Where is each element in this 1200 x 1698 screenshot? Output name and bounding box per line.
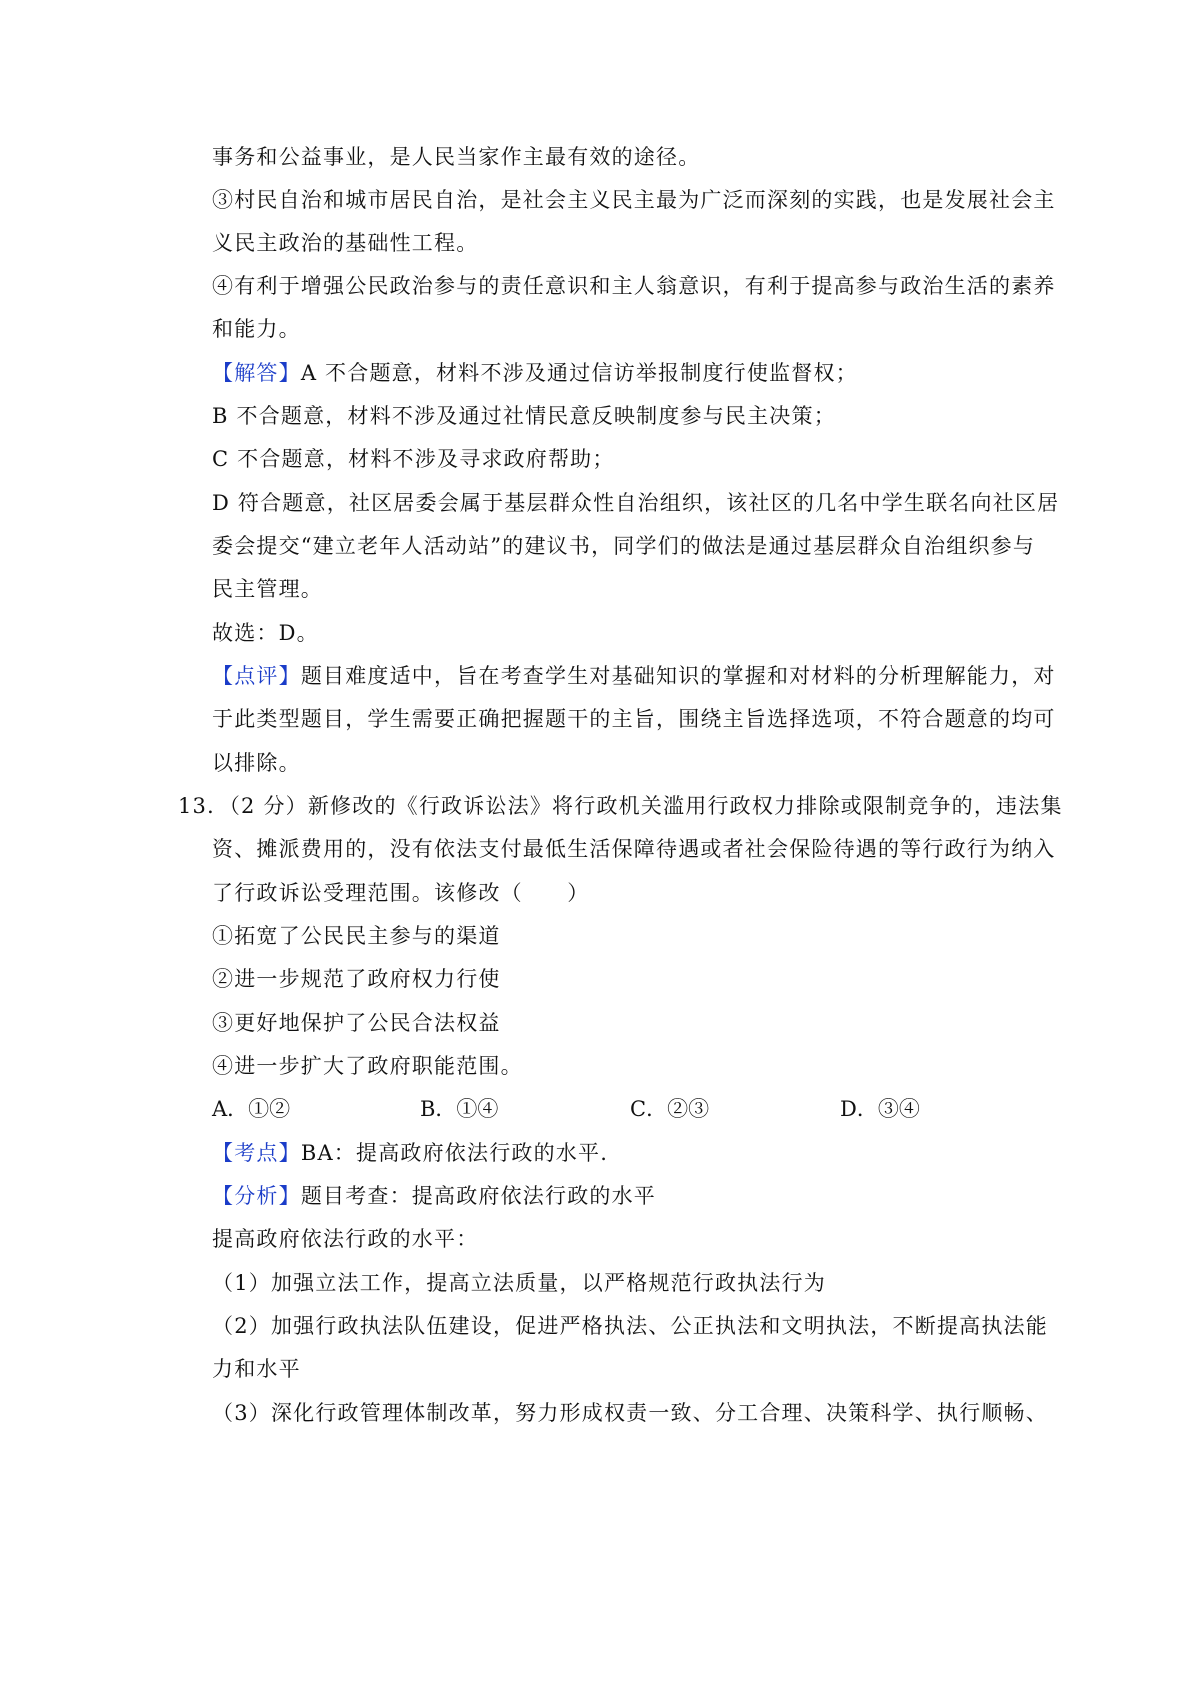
text-line: ③村民自治和城市居民自治，是社会主义民主最为广泛而深刻的实践，也是发展社会主 <box>212 188 1056 212</box>
answer-line <box>212 358 1042 388</box>
text-line: 了行政诉讼受理范围。该修改（ ） <box>212 881 590 905</box>
text-line: 资、摊派费用的，没有依法支付最低生活保障待遇或者社会保险待遇的等行政行为纳入 <box>212 837 1056 861</box>
text-line: ④有利于增强公民政治参与的责任意识和主人翁意识，有利于提高参与政治生活的素养 <box>212 274 1056 298</box>
text-line: 故选：D。 <box>212 621 319 645</box>
statement-item: ②进一步规范了政府权力行使 <box>212 967 501 991</box>
option-c: C．②③ <box>630 1097 710 1121</box>
statement-item: ③更好地保护了公民合法权益 <box>212 1011 501 1035</box>
text-line: 委会提交“建立老年人活动站”的建议书，同学们的做法是通过基层群众自治组织参与 <box>212 534 1036 558</box>
option-b: B．①④ <box>420 1097 499 1121</box>
answer-text: A 不合题意，材料不涉及通过信访举报制度行使监督权； <box>300 361 858 385</box>
text-line: 于此类型题目，学生需要正确把握题干的主旨，围绕主旨选择选项，不符合题意的均可 <box>212 707 1056 731</box>
text-line: D 符合题意，社区居委会属于基层群众性自治组织，该社区的几名中学生联名向社区居 <box>212 491 1060 515</box>
text-line: 事务和公益事业，是人民当家作主最有效的途径。 <box>212 145 701 169</box>
text-line: 力和水平 <box>212 1357 301 1381</box>
text-line: C 不合题意，材料不涉及寻求政府帮助； <box>212 447 615 471</box>
fenxi-text: 题目考查：提高政府依法行政的水平 <box>300 1184 657 1208</box>
question-13-stem: 13．（2 分）新修改的《行政诉讼法》将行政机关滥用行政权力排除或限制竞争的，违法集 <box>178 794 1063 818</box>
comment-line <box>212 661 1056 691</box>
text-line: （3）深化行政管理体制改革，努力形成权责一致、分工合理、决策科学、执行顺畅、 <box>212 1401 1048 1425</box>
text-line: 义民主政治的基础性工程。 <box>212 231 479 255</box>
fenxi-tag: 【分析】 <box>212 1184 301 1208</box>
statement-item: ①拓宽了公民民主参与的渠道 <box>212 924 501 948</box>
kaodian-tag: 【考点】 <box>212 1141 301 1165</box>
text-line: 以排除。 <box>212 751 301 775</box>
comment-tag: 【点评】 <box>212 664 301 688</box>
statement-item: ④进一步扩大了政府职能范围。 <box>212 1054 523 1078</box>
kaodian-text: BA：提高政府依法行政的水平. <box>300 1141 609 1165</box>
text-line: B 不合题意，材料不涉及通过社情民意反映制度参与民主决策； <box>212 404 836 428</box>
comment-text: 题目难度适中，旨在考查学生对基础知识的掌握和对材料的分析理解能力，对 <box>300 664 1056 688</box>
option-d: D．③④ <box>840 1097 920 1121</box>
fenxi-line <box>212 1181 1042 1211</box>
text-line: 提高政府依法行政的水平： <box>212 1227 479 1251</box>
kaodian-line <box>212 1138 1042 1168</box>
text-line: 和能力。 <box>212 317 301 341</box>
option-a: A．①② <box>212 1097 291 1121</box>
text-line: （2）加强行政执法队伍建设，促进严格执法、公正执法和文明执法，不断提高执法能 <box>212 1314 1048 1338</box>
text-line: （1）加强立法工作，提高立法质量，以严格规范行政执法行为 <box>212 1271 826 1295</box>
answer-tag: 【解答】 <box>212 361 301 385</box>
text-line: 民主管理。 <box>212 577 323 601</box>
